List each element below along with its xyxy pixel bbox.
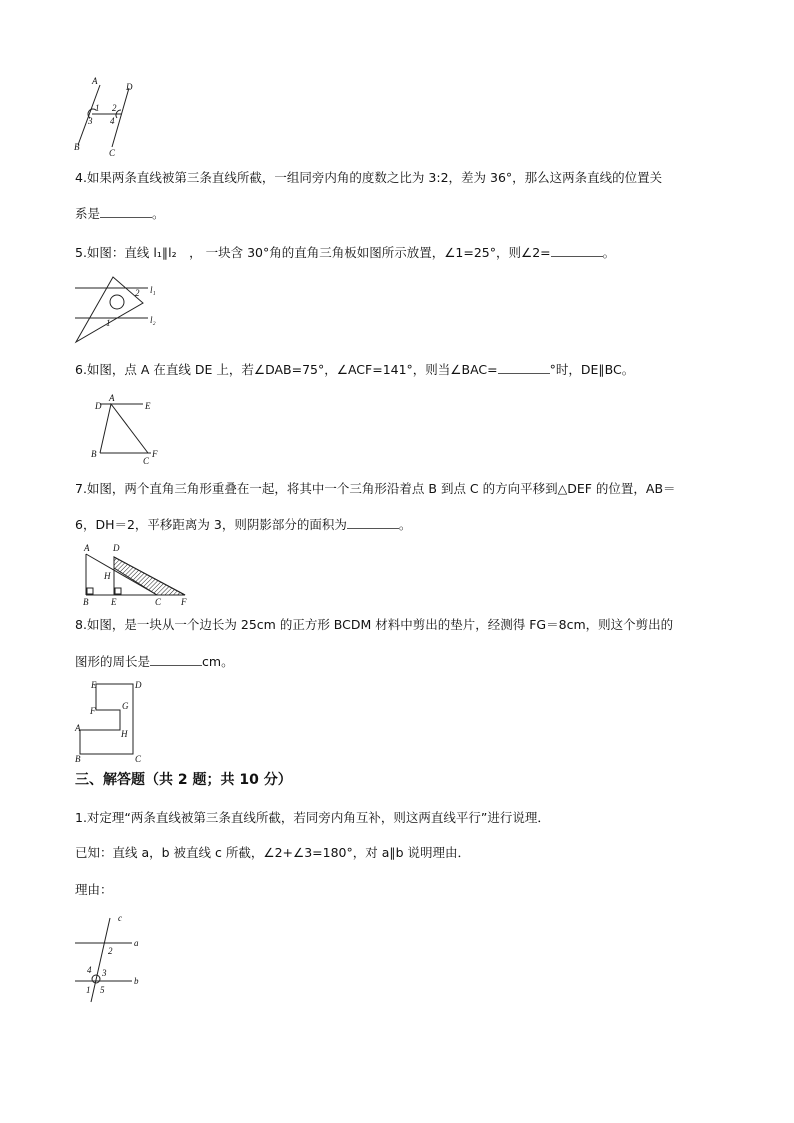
label-a: a	[134, 938, 139, 948]
q4-line2	[75, 206, 165, 222]
q5-text-end: 。	[602, 245, 616, 260]
label-1: 1	[95, 103, 100, 113]
figure-triangle-ruler	[75, 277, 156, 342]
figure-translated-triangles	[83, 543, 187, 607]
q7-line2	[75, 517, 411, 533]
label-C: C	[109, 148, 116, 158]
q6-line	[75, 362, 634, 378]
answer-blank[interactable]	[551, 245, 603, 257]
q6-text-end: °时，DE∥BC。	[549, 362, 635, 377]
label-C: C	[135, 754, 142, 764]
q5-text: 5.如图：直线 l₁∥l₂ ， 一块含 30°角的直角三角板如图所示放置，∠1=25°，则∠2=	[75, 245, 551, 260]
label-3: 3	[102, 968, 107, 978]
q4-line1: 4.如果两条直线被第三条直线所截，一组同旁内角的度数之比为 3:2，差为 36°，那么这两条直线的位置关	[75, 170, 663, 185]
label-A: A	[84, 543, 90, 553]
q8-text-end: cm。	[202, 654, 234, 669]
q7-text: 6，DH＝2，平移距离为 3，则阴影部分的面积为	[75, 517, 347, 532]
q7-line1: 7.如图，两个直角三角形重叠在一起，将其中一个三角形沿着点 B 到点 C 的方向平移到△DEF 的位置，AB＝	[75, 481, 676, 496]
label-B: B	[83, 597, 89, 607]
label-E: E	[111, 597, 117, 607]
figure-triangle-de-bc	[91, 393, 158, 466]
label-F: F	[90, 706, 96, 716]
label-F: F	[181, 597, 187, 607]
label-H: H	[121, 729, 128, 739]
figure-lines-abc	[75, 913, 139, 1002]
label-C: C	[155, 597, 162, 607]
label-B: B	[75, 754, 81, 764]
answer-blank[interactable]	[498, 362, 550, 374]
answer-blank[interactable]	[150, 654, 202, 666]
label-l2: l₂	[150, 315, 156, 325]
label-l1: l₁	[150, 285, 156, 295]
label-B: B	[74, 142, 80, 152]
q8-text: 图形的周长是	[75, 654, 151, 669]
q4-text-end: 。	[152, 206, 165, 221]
label-A: A	[92, 76, 98, 86]
q6-text: 6.如图，点 A 在直线 DE 上，若∠DAB=75°，∠ACF=141°，则当∠BAC=	[75, 362, 498, 377]
answer-blank[interactable]	[100, 206, 152, 218]
label-2: 2	[135, 288, 140, 298]
label-c: c	[118, 913, 122, 923]
label-C: C	[143, 456, 150, 466]
label-B: B	[91, 449, 97, 459]
s3q1-given: 已知：直线 a，b 被直线 c 所截，∠2+∠3=180°，对 a∥b 说明理由．	[75, 845, 471, 860]
label-4: 4	[110, 116, 115, 126]
q7-text-end: 。	[398, 517, 412, 532]
figure-gasket-shape	[74, 680, 142, 764]
label-A: A	[75, 723, 81, 733]
label-E: E	[145, 401, 151, 411]
q5-line	[75, 245, 615, 261]
label-1: 1	[86, 985, 91, 995]
label-D: D	[135, 680, 142, 690]
label-A: A	[109, 393, 115, 403]
figure-parallel-lines-abcd	[74, 76, 133, 158]
label-3: 3	[88, 116, 93, 126]
label-1: 1	[106, 318, 111, 328]
label-H: H	[104, 571, 111, 581]
label-D: D	[126, 82, 133, 92]
q8-line1: 8.如图，是一块从一个边长为 25cm 的正方形 BCDM 材料中剪出的垫片，经测得 FG＝8cm，则这个剪出的	[75, 617, 674, 632]
section-heading: 三、解答题（共 2 题；共 10 分）	[75, 772, 292, 788]
label-2: 2	[108, 946, 113, 956]
label-D: D	[113, 543, 120, 553]
label-F: F	[152, 449, 158, 459]
label-5: 5	[100, 985, 105, 995]
label-b: b	[134, 976, 139, 986]
q8-line2	[75, 654, 234, 670]
label-E: E	[91, 680, 97, 690]
label-4: 4	[87, 965, 92, 975]
label-D: D	[95, 401, 102, 411]
label-G: G	[122, 701, 129, 711]
q4-text: 系是	[75, 206, 101, 221]
label-2: 2	[112, 103, 117, 113]
answer-blank[interactable]	[347, 517, 399, 529]
s3q1-reason: 理由：	[75, 882, 113, 897]
s3q1-line1: 1.对定理“两条直线被第三条直线所截，若同旁内角互补，则这两直线平行”进行说理．	[75, 810, 550, 825]
